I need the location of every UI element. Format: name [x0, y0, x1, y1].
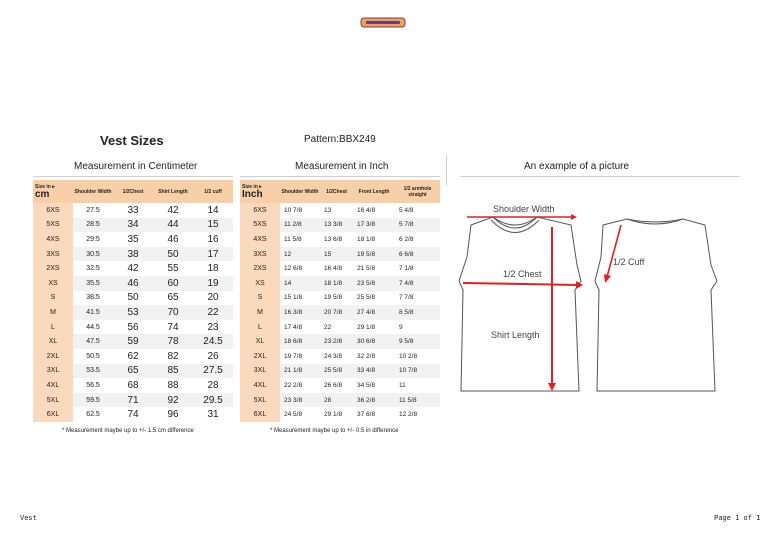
inch-col-header: 1/2Chest	[320, 180, 353, 203]
measurement-cell: 62	[127, 350, 139, 362]
measurement-cell: 59	[113, 334, 153, 349]
measurement-cell: 50.5	[86, 352, 100, 360]
measurement-cell: 7 7/8	[399, 294, 414, 302]
measurement-cell: 23	[207, 321, 219, 333]
footer-document-name: Vest	[20, 514, 37, 522]
table-row	[33, 218, 233, 233]
measurement-cell: 85	[153, 364, 193, 379]
measurement-cell: 18 1/8	[320, 276, 353, 291]
size-cell: 3XL	[240, 364, 280, 379]
measurement-cell: 11 5/8	[284, 235, 302, 243]
inch-heading-rule	[240, 176, 440, 177]
inch-col-header: 1/2 armhole straight	[395, 180, 440, 203]
size-cell: 5XL	[33, 393, 73, 408]
size-cell: 5XS	[33, 218, 73, 233]
measurement-cell: 22	[193, 305, 233, 320]
measurement-cell: 18 1/8	[357, 235, 376, 243]
measurement-cell: 56	[127, 321, 139, 333]
measurement-cell: 32 2/8	[357, 352, 376, 360]
size-cell: 6XL	[33, 407, 73, 422]
measurement-cell: 9	[399, 323, 403, 331]
measurement-cell: 24 3/8	[324, 352, 343, 360]
table-row	[240, 232, 440, 247]
measurement-cell: 20 7/8	[320, 305, 353, 320]
measurement-cell: 46	[167, 233, 179, 245]
measurement-cell: 42	[127, 263, 139, 275]
cm-section-heading: Measurement in Centimeter	[74, 161, 198, 172]
measurement-cell: 16 4/8	[324, 265, 343, 273]
table-row	[240, 320, 440, 335]
measurement-cell: 11	[399, 381, 406, 389]
measurement-cell: 25 5/8	[320, 364, 353, 379]
measurement-cell: 71	[113, 393, 153, 408]
inch-unit-header	[240, 180, 280, 203]
measurement-cell: 23 5/8	[353, 276, 395, 291]
table-row	[240, 203, 440, 218]
vest-diagram	[455, 195, 740, 400]
measurement-cell: 12 6/8	[284, 265, 303, 273]
measurement-cell: 15	[193, 218, 233, 233]
measurement-cell: 32.5	[86, 265, 100, 273]
half-chest-label: 1/2 Chest	[503, 269, 542, 279]
measurement-cell: 50	[127, 292, 139, 304]
measurement-cell: 50	[153, 247, 193, 262]
table-row	[33, 349, 233, 364]
measurement-cell: 5 4/8	[399, 206, 414, 214]
measurement-cell: 96	[167, 409, 179, 421]
inch-section-heading: Measurement in Inch	[295, 161, 389, 172]
measurement-cell: 7 4/8	[395, 276, 440, 291]
table-row	[33, 261, 233, 276]
measurement-cell: 31	[207, 409, 219, 421]
measurement-cell: 65	[167, 292, 179, 304]
size-cell: 3XS	[240, 247, 280, 262]
size-cell: 2XL	[33, 349, 73, 364]
table-row	[240, 291, 440, 306]
table-row	[240, 364, 440, 379]
table-row	[33, 247, 233, 262]
shirt-length-label: Shirt Length	[491, 330, 540, 340]
picture-section-heading: An example of a picture	[524, 161, 630, 172]
measurement-cell: 19	[193, 276, 233, 291]
measurement-cell: 12	[280, 247, 320, 262]
size-cell: M	[240, 305, 280, 320]
measurement-cell: 18	[207, 263, 219, 275]
measurement-cell: 60	[153, 276, 193, 291]
size-cell: L	[33, 320, 73, 335]
table-row	[240, 218, 440, 233]
measurement-cell: 92	[153, 393, 193, 408]
size-cell: 3XL	[33, 364, 73, 379]
measurement-cell: 7 1/8	[399, 265, 414, 273]
measurement-cell: 36 2/8	[353, 393, 395, 408]
cm-col-header: 1/2 cuff	[193, 180, 233, 203]
measurement-cell: 19 7/8	[284, 352, 303, 360]
brand-logo	[360, 16, 406, 29]
measurement-cell: 33	[127, 204, 139, 216]
table-row	[240, 349, 440, 364]
cm-tolerance-note: * Measurement maybe up to +/- 1.5 cm difference	[62, 428, 194, 434]
measurement-cell: 10 7/8	[395, 364, 440, 379]
measurement-cell: 22	[324, 323, 332, 331]
size-cell: XL	[33, 334, 73, 349]
measurement-cell: 27 4/8	[353, 305, 395, 320]
measurement-cell: 15 1/8	[284, 294, 303, 302]
table-row	[240, 378, 440, 393]
measurement-cell: 27.5	[193, 364, 233, 379]
measurement-cell: 46	[113, 276, 153, 291]
measurement-cell: 11 5/8	[395, 393, 440, 408]
pattern-code: Pattern:BBX249	[304, 134, 376, 145]
inch-unit-big: Inch	[242, 188, 263, 200]
measurement-cell: 68	[127, 379, 139, 391]
size-cell: 6XL	[240, 407, 280, 422]
measurement-cell: 5 7/8	[395, 218, 440, 233]
measurement-cell: 19 5/8	[324, 294, 343, 302]
cm-size-table	[33, 180, 233, 422]
measurement-cell: 19 5/8	[353, 247, 395, 262]
measurement-cell: 20	[207, 292, 219, 304]
measurement-cell: 26	[207, 350, 219, 362]
shoulder-width-label: Shoulder Width	[493, 204, 555, 214]
size-cell: M	[33, 305, 73, 320]
inch-size-table	[240, 180, 440, 422]
measurement-cell: 33 4/8	[353, 364, 395, 379]
measurement-cell: 6 6/8	[395, 247, 440, 262]
vest-front-outline	[459, 217, 581, 391]
table-row	[240, 305, 440, 320]
measurement-cell: 30 6/8	[353, 334, 395, 349]
measurement-cell: 23 3/8	[280, 393, 320, 408]
measurement-cell: 14	[280, 276, 320, 291]
measurement-cell: 82	[167, 350, 179, 362]
measurement-cell: 56.5	[86, 381, 100, 389]
table-row	[33, 232, 233, 247]
measurement-cell: 55	[167, 263, 179, 275]
measurement-cell: 28.5	[73, 218, 113, 233]
measurement-cell: 28	[320, 393, 353, 408]
measurement-cell: 28	[207, 379, 219, 391]
shoulder-arrow-head	[571, 214, 577, 220]
table-row	[33, 320, 233, 335]
picture-heading-rule	[460, 176, 740, 177]
measurement-cell: 53.5	[73, 364, 113, 379]
measurement-cell: 59.5	[73, 393, 113, 408]
measurement-cell: 29 1/8	[324, 411, 343, 419]
size-cell: S	[240, 291, 280, 306]
table-row	[240, 247, 440, 262]
measurement-cell: 24.5	[193, 334, 233, 349]
measurement-cell: 29.5	[193, 393, 233, 408]
measurement-cell: 44	[153, 218, 193, 233]
measurement-cell: 35	[127, 233, 139, 245]
table-row	[240, 407, 440, 422]
measurement-cell: 8 5/8	[395, 305, 440, 320]
measurement-cell: 29.5	[86, 235, 100, 243]
size-cell: 4XL	[240, 378, 280, 393]
measurement-cell: 88	[167, 379, 179, 391]
measurement-cell: 74	[167, 321, 179, 333]
size-cell: 3XS	[33, 247, 73, 262]
measurement-cell: 14	[207, 204, 219, 216]
measurement-cell: 21 5/8	[357, 265, 376, 273]
size-cell: 4XS	[33, 232, 73, 247]
measurement-cell: 22 2/8	[284, 381, 303, 389]
measurement-cell: 9 5/8	[395, 334, 440, 349]
half-cuff-label: 1/2 Cuff	[613, 257, 645, 267]
measurement-cell: 21 1/8	[280, 364, 320, 379]
measurement-cell: 12 2/8	[399, 411, 418, 419]
measurement-cell: 47.5	[73, 334, 113, 349]
measurement-cell: 24 5/8	[284, 411, 303, 419]
size-cell: 4XS	[240, 232, 280, 247]
measurement-cell: 42	[167, 204, 179, 216]
table-row	[33, 291, 233, 306]
measurement-cell: 27.5	[86, 206, 100, 214]
table-row	[240, 393, 440, 408]
size-cell: L	[240, 320, 280, 335]
size-cell: 5XS	[240, 218, 280, 233]
size-cell: 6XS	[240, 203, 280, 218]
measurement-cell: 30.5	[73, 247, 113, 262]
measurement-cell: 35.5	[73, 276, 113, 291]
size-cell: 5XL	[240, 393, 280, 408]
cm-unit-big: cm	[35, 188, 50, 200]
measurement-cell: 65	[113, 364, 153, 379]
size-cell: XS	[240, 276, 280, 291]
measurement-cell: 62.5	[86, 411, 100, 419]
table-row	[33, 393, 233, 408]
table-row	[240, 276, 440, 291]
size-cell: 2XS	[240, 261, 280, 276]
size-cell: XS	[33, 276, 73, 291]
measurement-cell: 16 4/8	[357, 206, 376, 214]
measurement-cell: 70	[153, 305, 193, 320]
size-cell: S	[33, 291, 73, 306]
measurement-cell: 13	[324, 206, 332, 214]
measurement-cell: 17 4/8	[284, 323, 303, 331]
measurement-cell: 41.5	[73, 305, 113, 320]
measurement-cell: 23 2/8	[320, 334, 353, 349]
table-row	[33, 276, 233, 291]
table-row	[240, 334, 440, 349]
cm-col-header: Shoulder Width	[73, 180, 113, 203]
table-row	[33, 364, 233, 379]
measurement-cell: 13 6/8	[324, 235, 343, 243]
measurement-cell: 53	[113, 305, 153, 320]
size-cell: XL	[240, 334, 280, 349]
measurement-cell: 6 2/8	[399, 235, 414, 243]
inch-col-header: Front Length	[353, 180, 395, 203]
vest-back-outline	[595, 219, 717, 391]
size-cell: 2XS	[33, 261, 73, 276]
measurement-cell: 38	[113, 247, 153, 262]
table-row	[33, 305, 233, 320]
inch-tolerance-note: * Measurement maybe up to +/- 0.5 in difference	[270, 428, 399, 434]
cm-col-header: 1/2Chest	[113, 180, 153, 203]
measurement-cell: 78	[153, 334, 193, 349]
section-divider	[446, 155, 447, 185]
measurement-cell: 74	[127, 409, 139, 421]
measurement-cell: 11 2/8	[280, 218, 320, 233]
measurement-cell: 26 6/8	[324, 381, 343, 389]
measurement-cell: 37 6/8	[357, 411, 376, 419]
measurement-cell: 29 1/8	[357, 323, 376, 331]
size-cell: 6XS	[33, 203, 73, 218]
measurement-cell: 16 3/8	[280, 305, 320, 320]
table-row	[33, 407, 233, 422]
measurement-cell: 38.5	[86, 294, 100, 302]
cm-col-header: Shirt Length	[153, 180, 193, 203]
inch-col-header: Shoulder Width	[280, 180, 320, 203]
measurement-cell: 10 2/8	[399, 352, 418, 360]
measurement-cell: 18 6/8	[280, 334, 320, 349]
table-row	[240, 261, 440, 276]
measurement-cell: 34 5/8	[357, 381, 376, 389]
measurement-cell: 44.5	[86, 323, 100, 331]
measurement-cell: 17	[193, 247, 233, 262]
size-cell: 2XL	[240, 349, 280, 364]
inch-unit-small: Size in ▸	[242, 183, 262, 190]
cm-unit-header	[33, 180, 73, 203]
measurement-cell: 15	[320, 247, 353, 262]
measurement-cell: 13 3/8	[320, 218, 353, 233]
measurement-cell: 25 5/8	[357, 294, 376, 302]
table-row	[33, 203, 233, 218]
measurement-cell: 34	[113, 218, 153, 233]
measurement-cell: 16	[207, 233, 219, 245]
table-row	[33, 378, 233, 393]
page-title: Vest Sizes	[100, 133, 164, 148]
measurement-cell: 10 7/8	[284, 206, 303, 214]
table-row	[33, 334, 233, 349]
cm-heading-rule	[33, 176, 233, 177]
measurement-cell: 17 3/8	[353, 218, 395, 233]
size-cell: 4XL	[33, 378, 73, 393]
footer-page-number: Page 1 of 1	[714, 514, 761, 522]
cm-unit-small: Size in ▸	[35, 183, 55, 190]
